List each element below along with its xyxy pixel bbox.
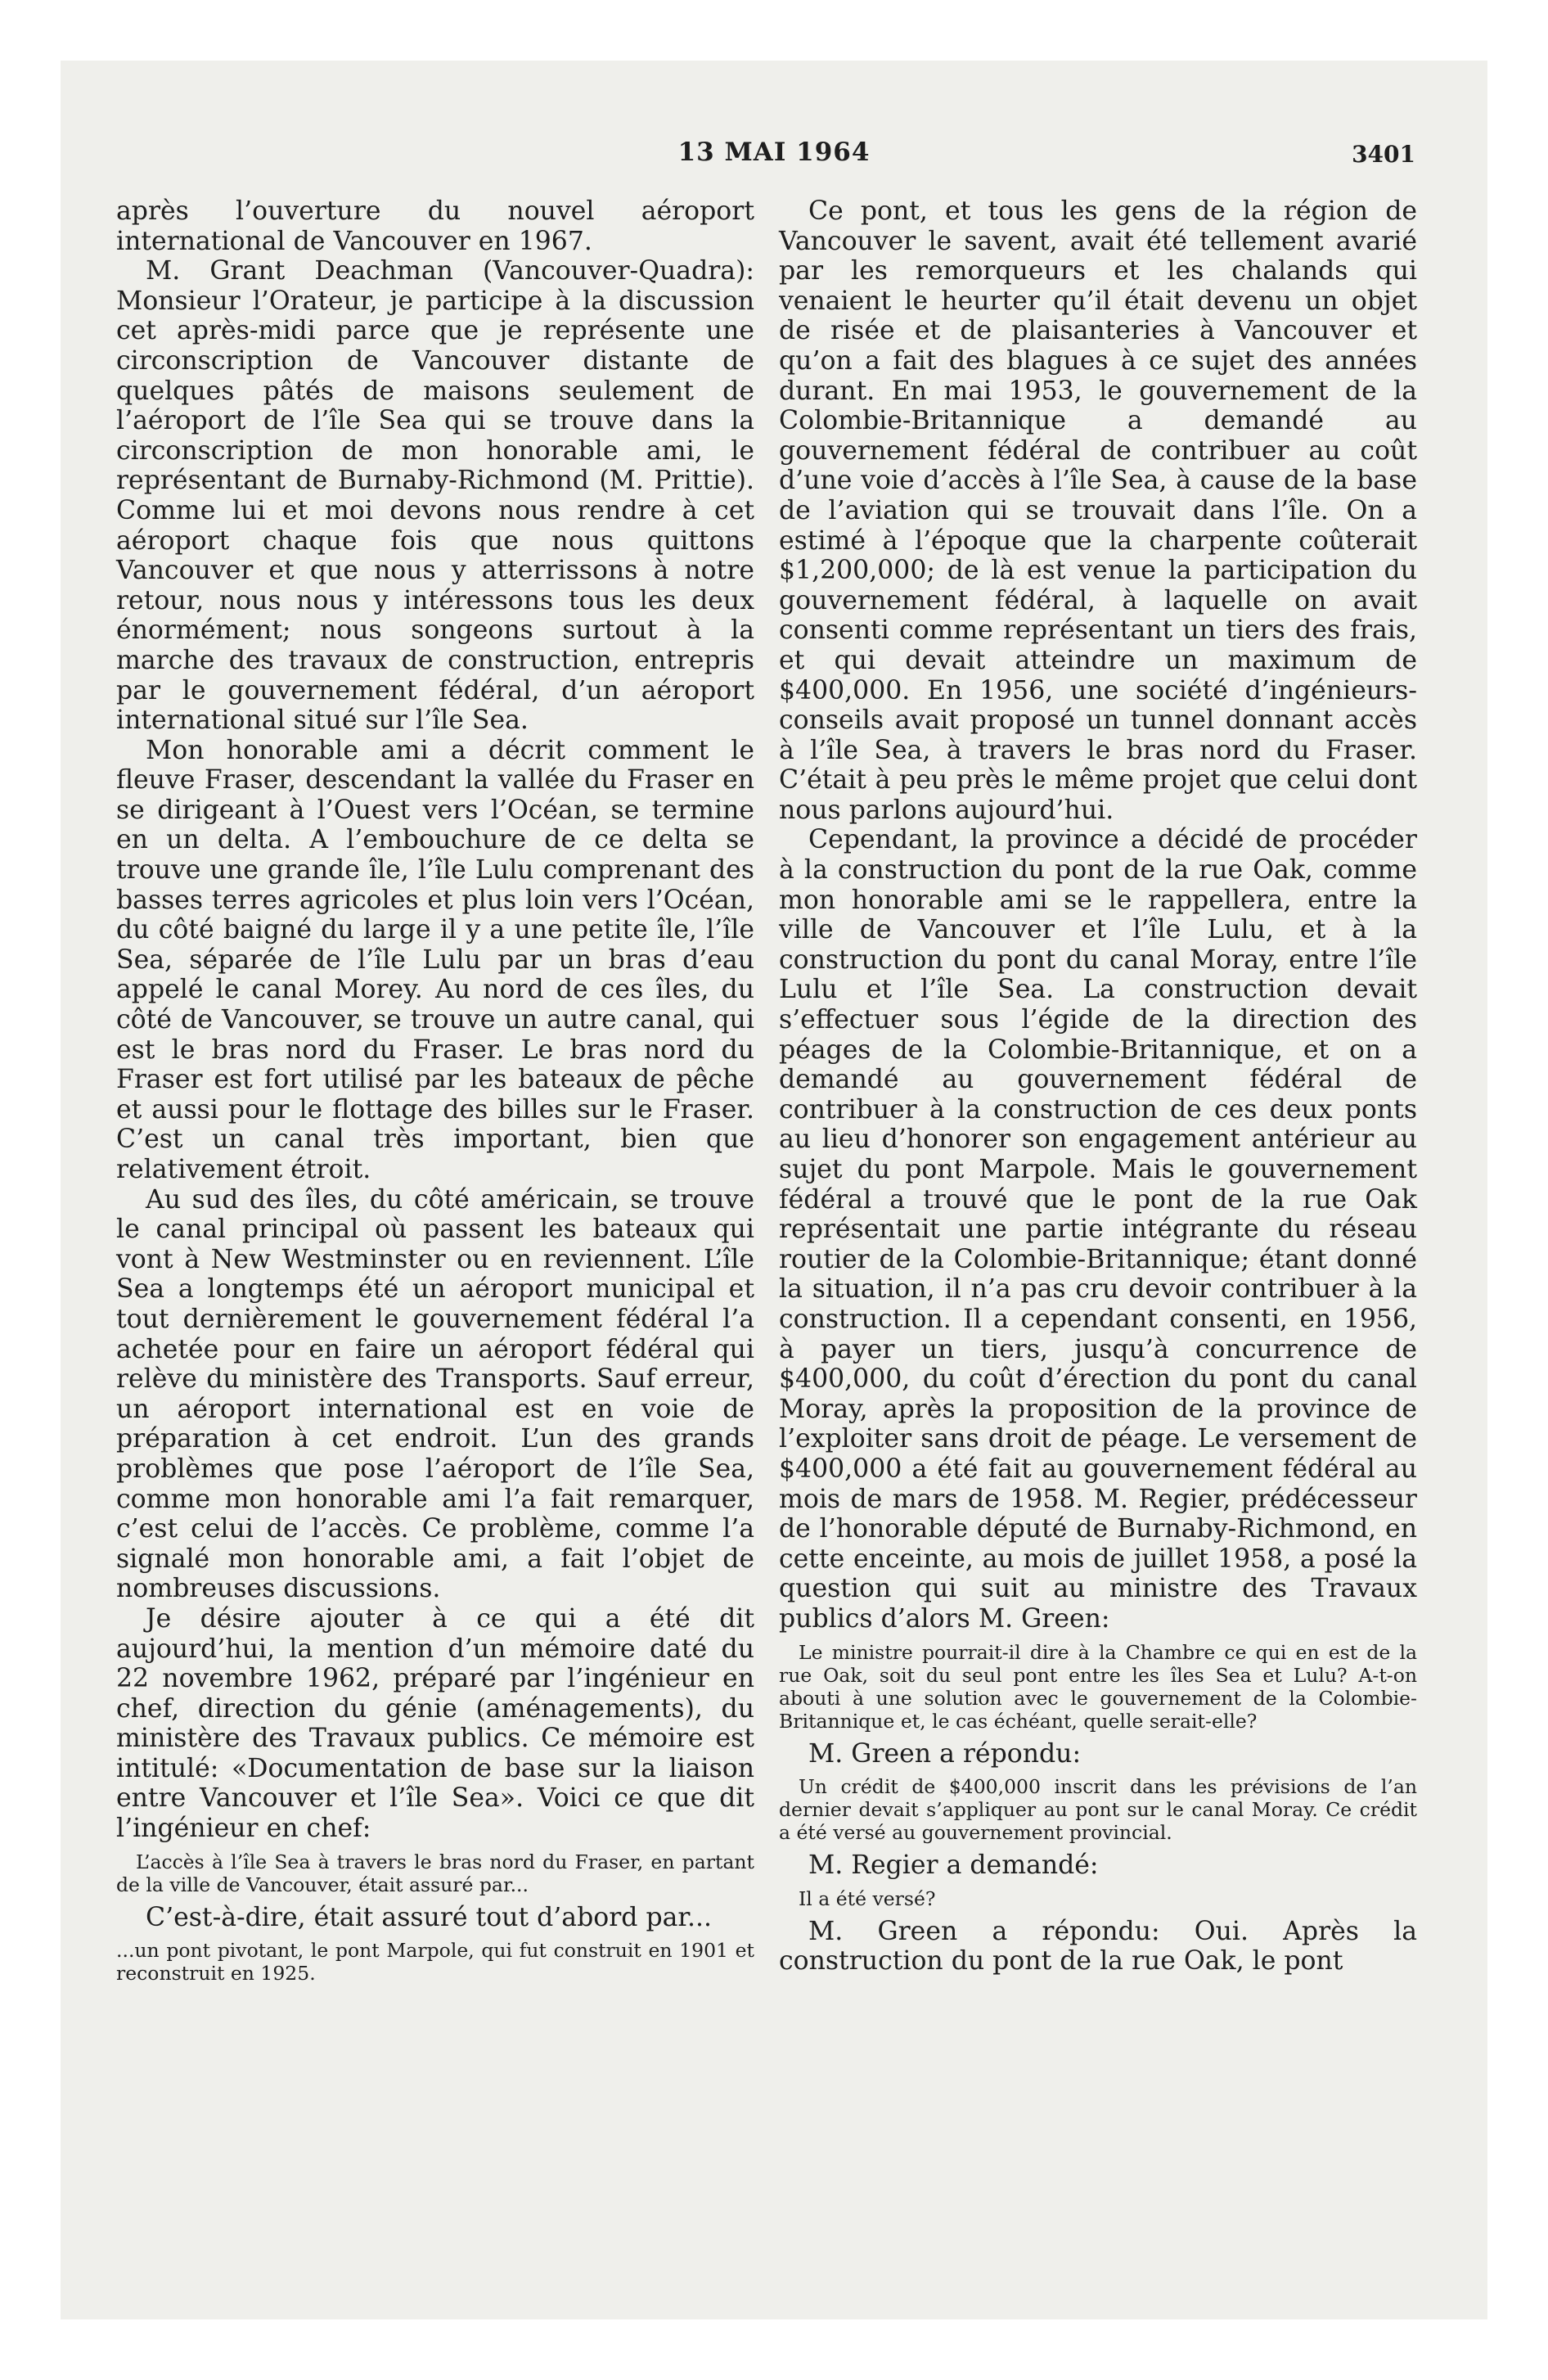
paragraph: Cependant, la province a décidé de procéder à la construction du pont de la rue Oak, comme mon honorable ami se le rappellera, entre la ville de Vancouver et l’île Lulu, et à la construction du pont du canal Moray, entre l’île Lulu et l’île Sea. La construction devait s’effectuer sous l’égide de la direction des péages de la Colombie-Britannique, et on a demandé au gouvernement fédéral de contribuer à la construction de ces deux ponts au lieu d’honorer son engagement antérieur au sujet du pont Marpole. Mais le gouvernement fédéral a trouvé que le pont de la rue Oak représentait une partie intégrante du réseau routier de la Colombie-Britannique; étant donné la situation, il n’a pas cru devoir contribuer à la construction. Il a cependant consenti, en 1956, à payer un tiers, jusqu’à concurrence de $400,000, du coût d’érection du pont du canal Moray, après la proposition de la province de l’exploiter sans droit de péage. Le versement de $400,000 a été fait au gouvernement fédéral au mois de mars de 1958. M. Regier, prédécesseur de l’honorable député de Burnaby-Richmond, en cette enceinte, au mois de juillet 1958, a posé la question qui suit au ministre des Travaux publics d’alors M. Green: bbox=[779, 825, 1417, 1634]
paragraph: M. Grant Deachman (Vancouver-Quadra): Monsieur l’Orateur, je participe à la discussion cet après-midi parce que je représente une circonscription de Vancouver distante de quelques pâtés de maisons seulement de l’aéroport de l’île Sea qui se trouve dans la circonscription de mon honorable ami, le représentant de Burnaby-Richmond (M. Prittie). Comme lui et moi devons nous rendre à cet aéroport chaque fois que nous quittons Vancouver et que nous y atterrissons à notre retour, nous nous y intéressons tous les deux énormément; nous songeons surtout à la marche des travaux de construction, entrepris par le gouvernement fédéral, d’un aéroport international situé sur l’île Sea. bbox=[116, 256, 754, 736]
paragraph: C’est-à-dire, était assuré tout d’abord par... bbox=[146, 1902, 713, 1932]
left-column bbox=[116, 196, 754, 1991]
quotation: ...un pont pivotant, le pont Marpole, qui fut construit en 1901 et reconstruit en 1925. bbox=[116, 1939, 754, 1986]
quotation: L’accès à l’île Sea à travers le bras nord du Fraser, en partant de la ville de Vancouver, était assuré par... bbox=[116, 1850, 754, 1896]
paragraph: Ce pont, et tous les gens de la région de Vancouver le savent, avait été tellement avarié par les remorqueurs et les chalands qui venaient le heurter qu’il était devenu un objet de risée et de plaisanteries à Vancouver et qu’on a fait des blagues à ce sujet des années durant. En mai 1953, le gouvernement de la Colombie-Britannique a demandé au gouvernement fédéral de contribuer au coût d’une voie d’accès à l’île Sea, à cause de la base de l’aviation qui se trouvait dans l’île. On a estimé à l’époque que la charpente coûterait $1,200,000; de là est venue la participation du gouvernement fédéral, à laquelle on avait consenti comme représentant un tiers des frais, et qui devait atteindre un maximum de $400,000. En 1956, une société d’ingénieurs-conseils avait proposé un tunnel donnant accès à l’île Sea, à travers le bras nord du Fraser. C’était à peu près le même projet que celui dont nous parlons aujourd’hui. bbox=[779, 196, 1417, 825]
document-page bbox=[61, 61, 1487, 2319]
paragraph: Je désire ajouter à ce qui a été dit aujourd’hui, la mention d’un mémoire daté du 22 novembre 1962, préparé par l’ingénieur en chef, direction du génie (aménagements), du ministère des Travaux publics. Ce mémoire est intitulé: «Documentation de base sur la liaison entre Vancouver et l’île Sea». Voici ce que dit l’ingénieur en chef: bbox=[116, 1603, 754, 1844]
quotation: Un crédit de $400,000 inscrit dans les prévisions de l’an dernier devait s’appliquer au pont sur le canal Moray. Ce crédit a été versé au gouvernement provincial. bbox=[779, 1775, 1417, 1845]
page-number: 3401 bbox=[1352, 141, 1415, 168]
paragraph: après l’ouverture du nouvel aéroport international de Vancouver en 1967. bbox=[116, 196, 754, 256]
paragraph: M. Green a répondu: Oui. Après la construction du pont de la rue Oak, le pont bbox=[779, 1916, 1417, 1977]
quotation: Le ministre pourrait-il dire à la Chambre ce qui en est de la rue Oak, soit du seul pont entre les îles Sea et Lulu? A-t-on abouti à une solution avec le gouvernement de la Colombie-Britannique et, le cas échéant, quelle serait-elle? bbox=[779, 1640, 1417, 1733]
header-date: 13 MAI 1964 bbox=[677, 137, 871, 167]
paragraph: Mon honorable ami a décrit comment le fleuve Fraser, descendant la vallée du Fraser en se dirigeant à l’Ouest vers l’Océan, se termine en un delta. A l’embouchure de ce delta se trouve une grande île, l’île Lulu comprenant des basses terres agricoles et plus loin vers l’Océan, du côté baigné du large il y a une petite île, l’île Sea, séparée de l’île Lulu par un bras d’eau appelé le canal Morey. Au nord de ces îles, du côté de Vancouver, se trouve un autre canal, qui est le bras nord du Fraser. Le bras nord du Fraser est fort utilisé par les bateaux de pêche et aussi pour le flottage des billes sur le Fraser. C’est un canal très important, bien que relativement étroit. bbox=[116, 735, 754, 1184]
paragraph: M. Regier a demandé: bbox=[808, 1850, 1099, 1881]
running-header bbox=[61, 137, 1487, 170]
paragraph: M. Green a répondu: bbox=[808, 1738, 1082, 1769]
paragraph: Au sud des îles, du côté américain, se trouve le canal principal où passent les bateaux qui vont à New Westminster ou en reviennent. L’île Sea a longtemps été un aéroport municipal et tout dernièrement le gouvernement fédéral l’a achetée pour en faire un aéroport fédéral qui relève du ministère des Transports. Sauf erreur, un aéroport international est en voie de préparation à cet endroit. L’un des grands problèmes que pose l’aéroport de l’île Sea, comme mon honorable ami l’a fait remarquer, c’est celui de l’accès. Ce problème, comme l’a signalé mon honorable ami, a fait l’objet de nombreuses discussions. bbox=[116, 1184, 754, 1604]
right-column bbox=[779, 196, 1417, 1977]
quotation: Il a été versé? bbox=[799, 1886, 936, 1910]
